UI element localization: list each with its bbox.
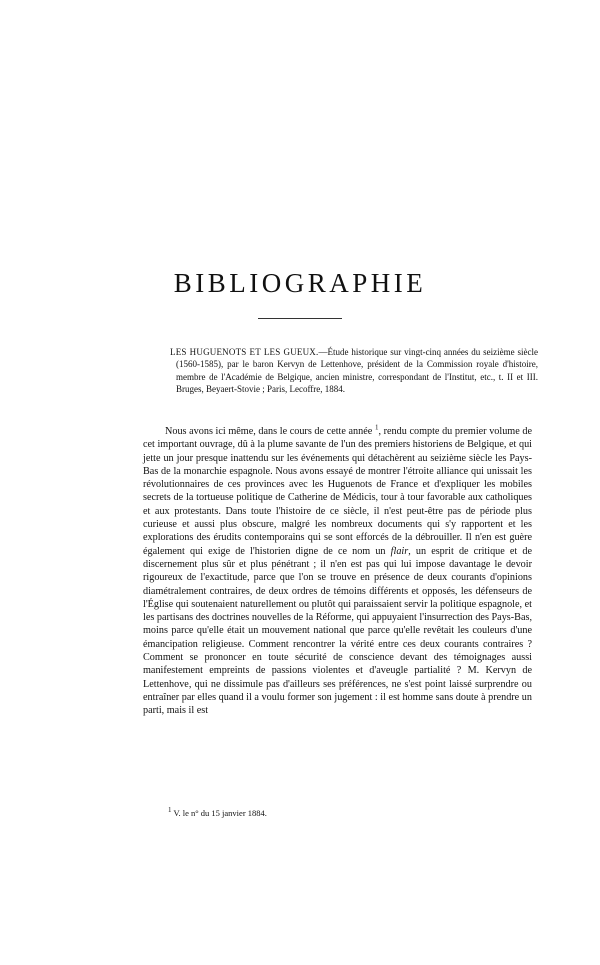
body-text-part-1: Nous avons ici même, dans le cours de cette année xyxy=(165,426,373,437)
italic-word: flair xyxy=(390,545,409,557)
page-title: BIBLIOGRAPHIE xyxy=(173,268,427,298)
work-title: LES HUGUENOTS ET LES GUEUX. xyxy=(170,347,319,357)
footnote-mark: 1 xyxy=(168,806,172,815)
body-paragraph xyxy=(143,425,532,718)
bibliography-entry xyxy=(170,346,538,395)
title-divider xyxy=(258,318,342,319)
body-text-part-2: , rendu compte du premier volume de cet important ouvrage, dû à la plume savante de l'un des premiers historiens de Belgique, et qui jette un jour presque inattendu sur les événements qui détachèrent au seizième siècle les Pays-Bas de la monarchie espagnole. Nous avons essayé de montrer l'étroite alliance qui unissait les révolutionnaires de ces provinces avec les Huguenots de France et d'expliquer les mobiles secrets de la tortueuse politique de Catherine de Médicis, tour à tour favorable aux catholiques et aux protestants. Dans toute l'histoire de ce siècle, il n'est peut-être pas de période plus curieuse et aussi plus obscure, malgré les nombreux documents qui s'y rapportent et les explorations des érudits contemporains qui se sont efforcés de la débrouiller. Il n'en est guère également qui exige de l'historien digne de ce nom un xyxy=(143,426,533,557)
footnote xyxy=(168,808,468,819)
footnote-text: V. le n° du 15 janvier 1884. xyxy=(171,808,267,818)
footnote-reference: 1 xyxy=(374,423,379,432)
work-description: —Étude historique sur vingt-cinq années du seizième siècle (1560-1585), par le baron Kervyn de Lettenhove, président de la Commission royale d'histoire, membre de l'Académie de Belgique, ancien ministre, correspondant de l'Institut, etc., t. II et III. Bruges, Beyaert-Stovie ; Paris, Lecoffre, 1884. xyxy=(176,347,539,394)
body-text-part-3: , un esprit de critique et de discernement plus sûr et plus pénétrant ; il n'en est pas qui lui impose davantage le devoir rigoureux de l'exactitude, parce que l'on se trouve en présence de deux courants d'opinions diamétralement contraires, de deux ordres de témoins différents et opposés, les défenseurs de l'Église qui soutenaient naturellement ou plutôt qui paraissaient servir la politique espagnole, et les partisans des doctrines nouvelles de la Réforme, qui appuyaient l'insurrection des Pays-Bas, moins parce qu'elle était un mouvement national que parce qu'elle revêtait les couleurs d'une émancipation religieuse. Comment rencontrer la vérité entre ces deux courants contraires ? Comment se prononcer en toute sécurité de conscience devant des témoignages aussi manifestement empreints de passions violentes et d'aveugle partialité ? M. Kervyn de Lettenhove, qui ne dissimule pas d'ailleurs ses préférences, ne s'est point laissé surprendre ou entraîner par elles quand il a voulu former son jugement : il est homme sans doute à prendre un parti, mais il est xyxy=(143,545,532,717)
